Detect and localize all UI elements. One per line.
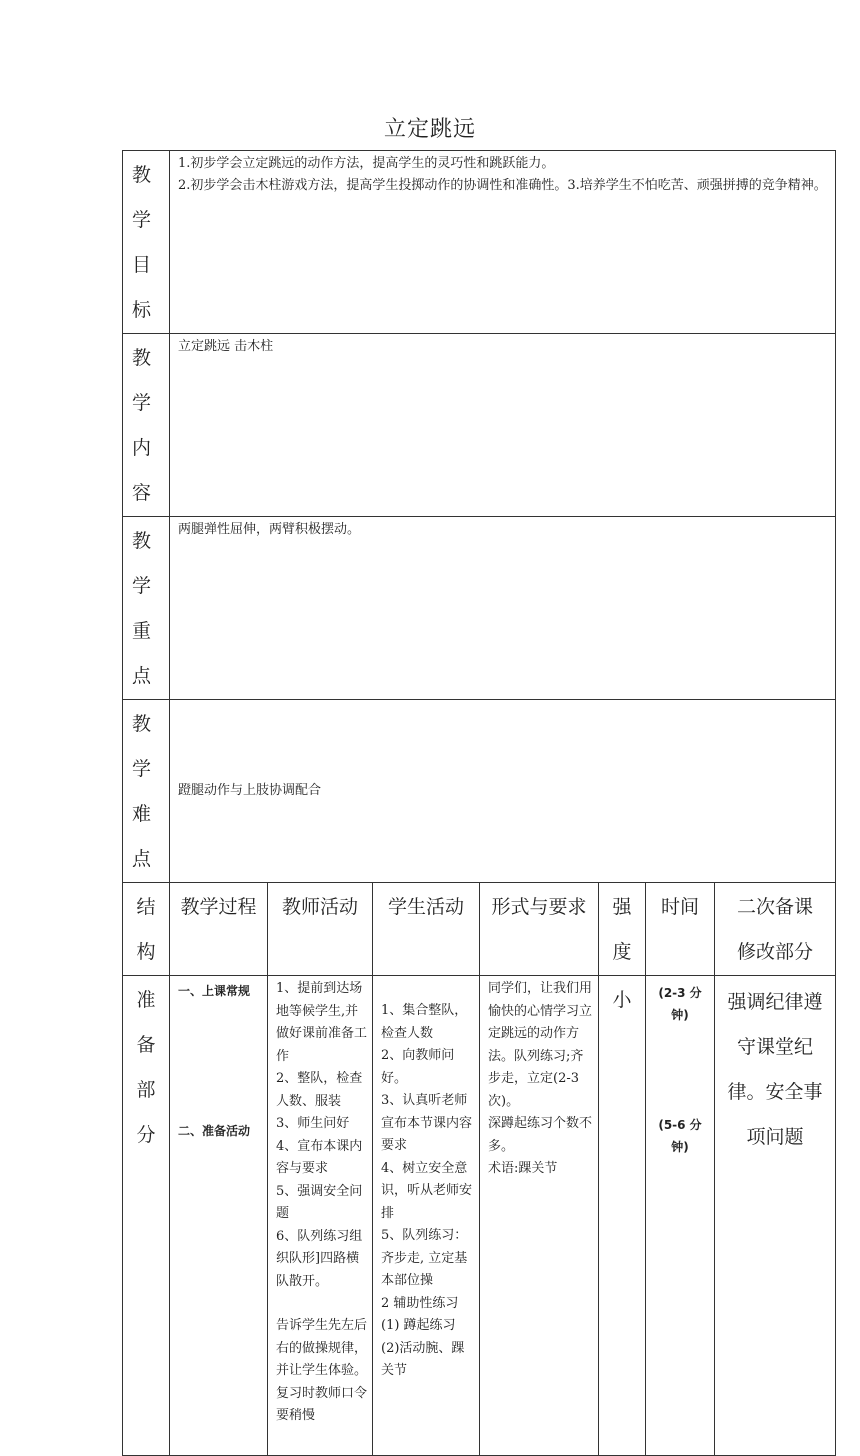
student-activity: 1、集合整队，检查人数 xyxy=(381,1003,468,1041)
teacher-activity: 1、提前到达场地等候学生,并做好课前准备工作 xyxy=(276,981,368,1064)
process-step-1: 一、上课常规 xyxy=(178,984,251,998)
header-student: 学生活动 xyxy=(373,883,480,976)
objectives-cell xyxy=(170,151,836,334)
time-slot-2: (5-6 分钟) xyxy=(658,1118,702,1154)
form-text: 深蹲起练习个数不多。 xyxy=(488,1116,593,1154)
key-points-label: 教学重点 xyxy=(123,517,170,700)
difficulties-row xyxy=(123,700,836,883)
student-activity: 3、认真听老师宣布本节课内容要求 xyxy=(381,1093,473,1153)
objectives-row xyxy=(123,151,836,334)
header-structure: 结构 xyxy=(123,883,170,976)
student-activity: 4、树立安全意识，听从老师安排 xyxy=(381,1160,473,1221)
header-form: 形式与要求 xyxy=(480,883,599,976)
difficulties-label: 教学难点 xyxy=(123,700,170,883)
objective-line-1: 1.初步学会立定跳远的动作方法，提高学生的灵巧性和跳跃能力。 xyxy=(178,156,555,171)
header-row xyxy=(123,883,836,976)
prep-revision: 强调纪律遵守课堂纪律。安全事项问题 xyxy=(715,976,836,1456)
prep-structure: 准备部分 xyxy=(123,976,170,1456)
header-revision: 二次备课修改部分 xyxy=(715,883,836,976)
teacher-activity: 3、师生问好 xyxy=(276,1116,350,1131)
content-text: 立定跳远 击木柱 xyxy=(170,334,836,517)
prep-intensity: 小 xyxy=(599,976,646,1456)
teacher-activity: 2、整队，检查人数、服装 xyxy=(276,1071,363,1109)
teacher-activity: 4、宣布本课内容与要求 xyxy=(276,1138,363,1176)
header-process: 教学过程 xyxy=(170,883,268,976)
header-teacher: 教师活动 xyxy=(268,883,373,976)
form-text: 同学们，让我们用愉快的心情学习立定跳远的动作方法。队列练习;齐步走，立定(2-3 次)。 xyxy=(488,981,593,1109)
lesson-plan-table xyxy=(122,150,836,1456)
student-activity: (2)活动腕、踝关节 xyxy=(381,1340,465,1378)
content-row xyxy=(123,334,836,517)
student-activity: 5、队列练习：齐步走, 立定基本部位操 xyxy=(381,1228,468,1288)
teacher-activity: 复习时教师口令要稍慢 xyxy=(276,1385,368,1423)
teacher-activity: 6、队列练习组织队形]四路横队散开。 xyxy=(276,1228,363,1289)
student-activity: 2 辅助性练习 xyxy=(381,1295,459,1311)
header-intensity: 强度 xyxy=(599,883,646,976)
teacher-activity: 告诉学生先左后右的做操规律，并让学生体验。 xyxy=(276,1318,368,1378)
teacher-activity: 5、强调安全问题 xyxy=(276,1183,363,1221)
content-label: 教学内容 xyxy=(123,334,170,517)
form-text: 术语:踝关节 xyxy=(488,1161,558,1176)
key-points-row xyxy=(123,517,836,700)
student-activity: 2、向教师问好。 xyxy=(381,1048,455,1086)
time-slot-1: (2-3 分钟) xyxy=(658,986,702,1022)
difficulties-text: 蹬腿动作与上肢协调配合 xyxy=(170,700,836,883)
process-step-2: 二、准备活动 xyxy=(178,1124,251,1138)
objective-line-2: 2.初步学会击木柱游戏方法，提高学生投掷动作的协调性和准确性。3.培养学生不怕吃苦、顽强拼搏的竞争精神。 xyxy=(178,178,827,193)
objectives-label: 教学目标 xyxy=(123,151,170,334)
header-time: 时间 xyxy=(646,883,715,976)
page-title: 立定跳远 xyxy=(383,117,476,142)
key-points-text: 两腿弹性屈伸，两臂积极摆动。 xyxy=(170,517,836,700)
student-activity: (1) 蹲起练习 xyxy=(381,1318,456,1333)
